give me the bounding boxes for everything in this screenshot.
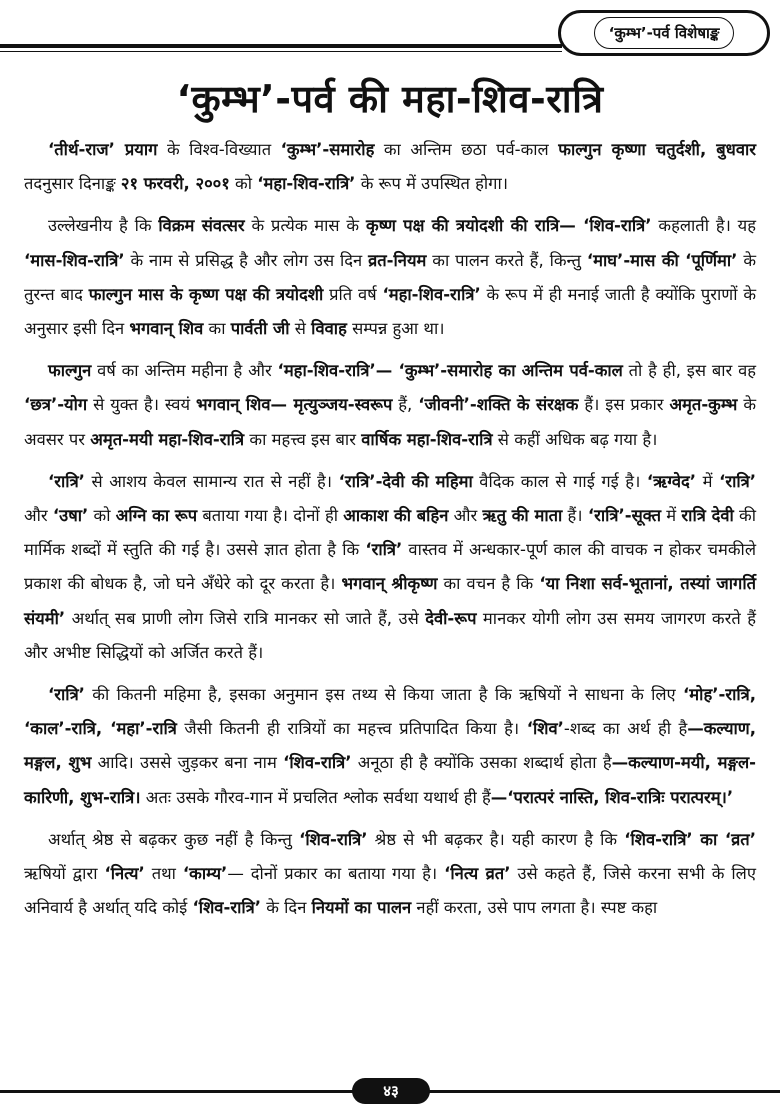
bold-text: ‘उषा’ [52, 506, 89, 526]
text-run: कहलाती है। यह [651, 216, 757, 236]
bold-text: ‘रात्रि’ [365, 540, 403, 560]
text-run: से युक्त है। स्वयं [87, 395, 196, 415]
text-run: और [24, 506, 53, 526]
text-run: मानकर योगी लोग उस समय जागरण करते हैं और अभीष्ट सिद्धियों को अर्जित करते हैं। [24, 608, 756, 662]
text-run: से आशय केवल सामान्य रात से नहीं है। [84, 471, 339, 491]
bold-text: ‘मास-शिव-रात्रि’ [24, 250, 125, 270]
bold-text: कृष्ण पक्ष की त्रयोदशी की रात्रि— ‘शिव-रात्रि’ [365, 216, 652, 236]
paragraph [24, 823, 756, 926]
bold-text: ‘नित्य व्रत’ [444, 864, 511, 884]
bold-text: २१ फरवरी, २००१ [120, 174, 230, 194]
header-rule [0, 44, 562, 48]
bold-text: ‘रात्रि’-देवी की महिमा [338, 471, 473, 491]
text-run: के विश्व-विख्यात [157, 140, 281, 159]
header-rule-thin [0, 51, 562, 52]
text-run: नहीं करता, उसे पाप लगता है। स्पष्ट कहा [411, 898, 658, 918]
bold-text: भगवान् शिव [129, 319, 204, 339]
text-run: जैसी कितनी ही रात्रियों का महत्त्व प्रतिपादित किया है। [176, 719, 527, 739]
text-run: में [696, 471, 720, 491]
text-run: हैं। [562, 506, 588, 526]
bold-text: नियमों का पालन [311, 898, 412, 918]
section-badge [558, 10, 770, 56]
text-run: तथा [144, 864, 183, 884]
bold-text: ‘शिव-रात्रि’ [299, 829, 368, 849]
text-run: श्रेष्ठ से भी बढ़कर है। यही कारण है कि [367, 829, 625, 849]
paragraph [24, 133, 756, 201]
bold-text: अमृत-कुम्भ [669, 395, 738, 415]
bold-text: ‘मोह’-रात्रि, ‘काल’-रात्रि, ‘महा’-रात्रि [24, 685, 756, 739]
text-run: अनूठा ही है क्योंकि उसका शब्दार्थ होता है [351, 753, 612, 773]
bold-text: ‘रात्रि’ [48, 685, 85, 705]
text-run: का पालन करते हैं, किन्तु [426, 250, 587, 270]
text-run: प्रति वर्ष [323, 284, 383, 304]
bold-text: रात्रि देवी [681, 506, 734, 526]
text-run: तो है ही, इस बार वह [622, 361, 757, 381]
text-run: वर्ष का अन्तिम महीना है और [91, 361, 278, 381]
bold-text: ‘रात्रि’-सूक्त [587, 506, 662, 526]
text-run: तदनुसार दिनाङ्क [24, 174, 121, 194]
text-run: को [229, 174, 258, 194]
bold-text: पार्वती जी [230, 319, 290, 339]
text-run: का अन्तिम छठा पर्व-काल [374, 140, 559, 159]
bold-text: ‘माघ’-मास की ‘पूर्णिमा’ [586, 250, 738, 270]
bold-text: ‘शिव-रात्रि’ का ‘व्रत’ [624, 829, 756, 849]
bold-text: आकाश की बहिन [343, 506, 449, 526]
bold-text: ‘शिव’ [526, 719, 564, 739]
text-run: उल्लेखनीय है कि [48, 216, 159, 236]
text-run: में [661, 506, 682, 526]
text-run: के रूप में उपस्थित होगा। [355, 174, 509, 194]
paragraph [24, 678, 756, 815]
text-run: -शब्द का अर्थ ही है [563, 719, 688, 739]
paragraph [24, 354, 756, 457]
bold-text: ‘रात्रि’ [719, 471, 757, 491]
text-run: का वचन है कि [437, 574, 540, 594]
bold-text: फाल्गुन कृष्णा चतुर्दशी, बुधवार [558, 140, 757, 159]
bold-text: अमृत-मयी महा-शिव-रात्रि [90, 429, 245, 449]
text-run: की मार्मिक शब्दों में स्तुति की गई है। उससे ज्ञात होता है कि [24, 506, 757, 560]
bold-text: विक्रम संवत्सर [158, 216, 245, 236]
bold-text: —कल्याण-मयी, मङ्गल-कारिणी, शुभ-रात्रि। [24, 753, 756, 807]
bold-text: भगवान् श्रीकृष्ण [341, 574, 438, 594]
text-run: को [88, 506, 116, 526]
text-run: के रूप में ही मनाई जाती है क्योंकि पुराणों के अनुसार इसी दिन [24, 284, 756, 339]
text-run: — दोनों प्रकार का बताया गया है। [227, 864, 445, 884]
text-run: और [448, 506, 483, 526]
text-run: वास्तव में अन्धकार-पूर्ण काल की वाचक न होकर चमकीले प्रकाश की बोधक है, जो घने अँधेरे को दूर करता है। [24, 540, 757, 594]
text-run: सम्पन्न हुआ था। [346, 319, 445, 339]
bold-text: फाल्गुन मास के कृष्ण पक्ष की त्रयोदशी [88, 284, 324, 304]
bold-text: ‘रात्रि’ [48, 471, 85, 491]
text-run: के नाम से प्रसिद्ध है और लोग उस दिन [124, 250, 369, 270]
bold-text: ‘तीर्थ-राज’ प्रयाग [48, 140, 158, 159]
bold-text: ‘या निशा सर्व-भूतानां, तस्यां जागर्ति संयमी’ [24, 574, 756, 628]
bold-text: ‘कुम्भ’-समारोह [280, 140, 375, 159]
text-run: के प्रत्येक मास के [244, 216, 366, 236]
text-run: वैदिक काल से गाई गई है। [472, 471, 647, 491]
text-run: बताया गया है। दोनों ही [197, 506, 344, 526]
text-run: से [289, 319, 312, 339]
text-run: की कितनी महिमा है, इसका अनुमान इस तथ्य से किया जाता है कि ऋषियों ने साधना के लिए [84, 685, 684, 705]
bold-text: ‘छत्र’-योग [24, 395, 88, 415]
section-badge-label: ‘कुम्भ’-पर्व विशेषाङ्क [594, 17, 735, 49]
text-run: हैं। इस प्रकार [578, 395, 670, 415]
bold-text: —कल्याण, मङ्गल, शुभ [24, 719, 757, 773]
text-run: अर्थात् सब प्राणी लोग जिसे रात्रि मानकर सो जाते हैं, उसे [65, 608, 426, 628]
bold-text: ‘शिव-रात्रि’ [283, 753, 352, 773]
text-run: का महत्त्व इस बार [244, 429, 362, 449]
text-run: के अवसर पर [24, 395, 756, 449]
paragraph [24, 465, 756, 670]
bold-text: ‘महा-शिव-रात्रि’ [257, 174, 356, 194]
text-run: के दिन [261, 898, 312, 918]
bold-text: वार्षिक महा-शिव-रात्रि [361, 429, 493, 449]
bold-text: भगवान् शिव— मृत्युञ्जय-स्वरूप [195, 395, 393, 415]
bold-text: ‘ऋग्वेद’ [646, 471, 697, 491]
text-run: ऋषियों द्वारा [24, 864, 105, 884]
page-title: ‘कुम्भ’-पर्व की महा-शिव-रात्रि [176, 77, 604, 121]
text-run: के तुरन्त बाद [24, 250, 756, 304]
bold-text: देवी-रूप [425, 608, 477, 628]
bold-text: ऋतु की माता [482, 506, 563, 526]
text-run: हैं, [392, 395, 419, 415]
bold-text: फाल्गुन [48, 361, 92, 381]
bold-text: ‘नित्य’ [104, 864, 145, 884]
text-run: अतः उसके गौरव-गान में प्रचलित श्लोक सर्वथा यथार्थ ही हैं [140, 787, 491, 807]
text-run: का [203, 319, 231, 339]
bold-text: ‘काम्य’ [182, 864, 228, 884]
text-run: उसे कहते हैं, जिसे करना सभी के लिए अनिवार्य है अर्थात् यदि कोई [24, 864, 756, 918]
page-number: ४३ [352, 1078, 430, 1104]
bold-text: अग्नि का रूप [115, 506, 198, 526]
text-run: अर्थात् श्रेष्ठ से बढ़कर कुछ नहीं है किन्तु [48, 829, 300, 849]
bold-text: ‘महा-शिव-रात्रि’ [382, 284, 481, 304]
paragraph [24, 209, 756, 346]
article-body [24, 133, 756, 933]
bold-text: —‘परात्परं नास्ति, शिव-रात्रिः परात्परम्।’ [490, 787, 734, 807]
text-run: आदि। उससे जुड़कर बना नाम [91, 753, 284, 773]
bold-text: व्रत-नियम [368, 250, 427, 270]
bold-text: ‘शिव-रात्रि’ [192, 898, 261, 918]
bold-text: ‘महा-शिव-रात्रि’— ‘कुम्भ’-समारोह का अन्तिम पर्व-काल [277, 361, 623, 381]
bold-text: विवाह [311, 319, 347, 339]
bold-text: ‘जीवनी’-शक्ति के संरक्षक [418, 395, 579, 415]
text-run: से कहीं अधिक बढ़ गया है। [492, 429, 658, 449]
